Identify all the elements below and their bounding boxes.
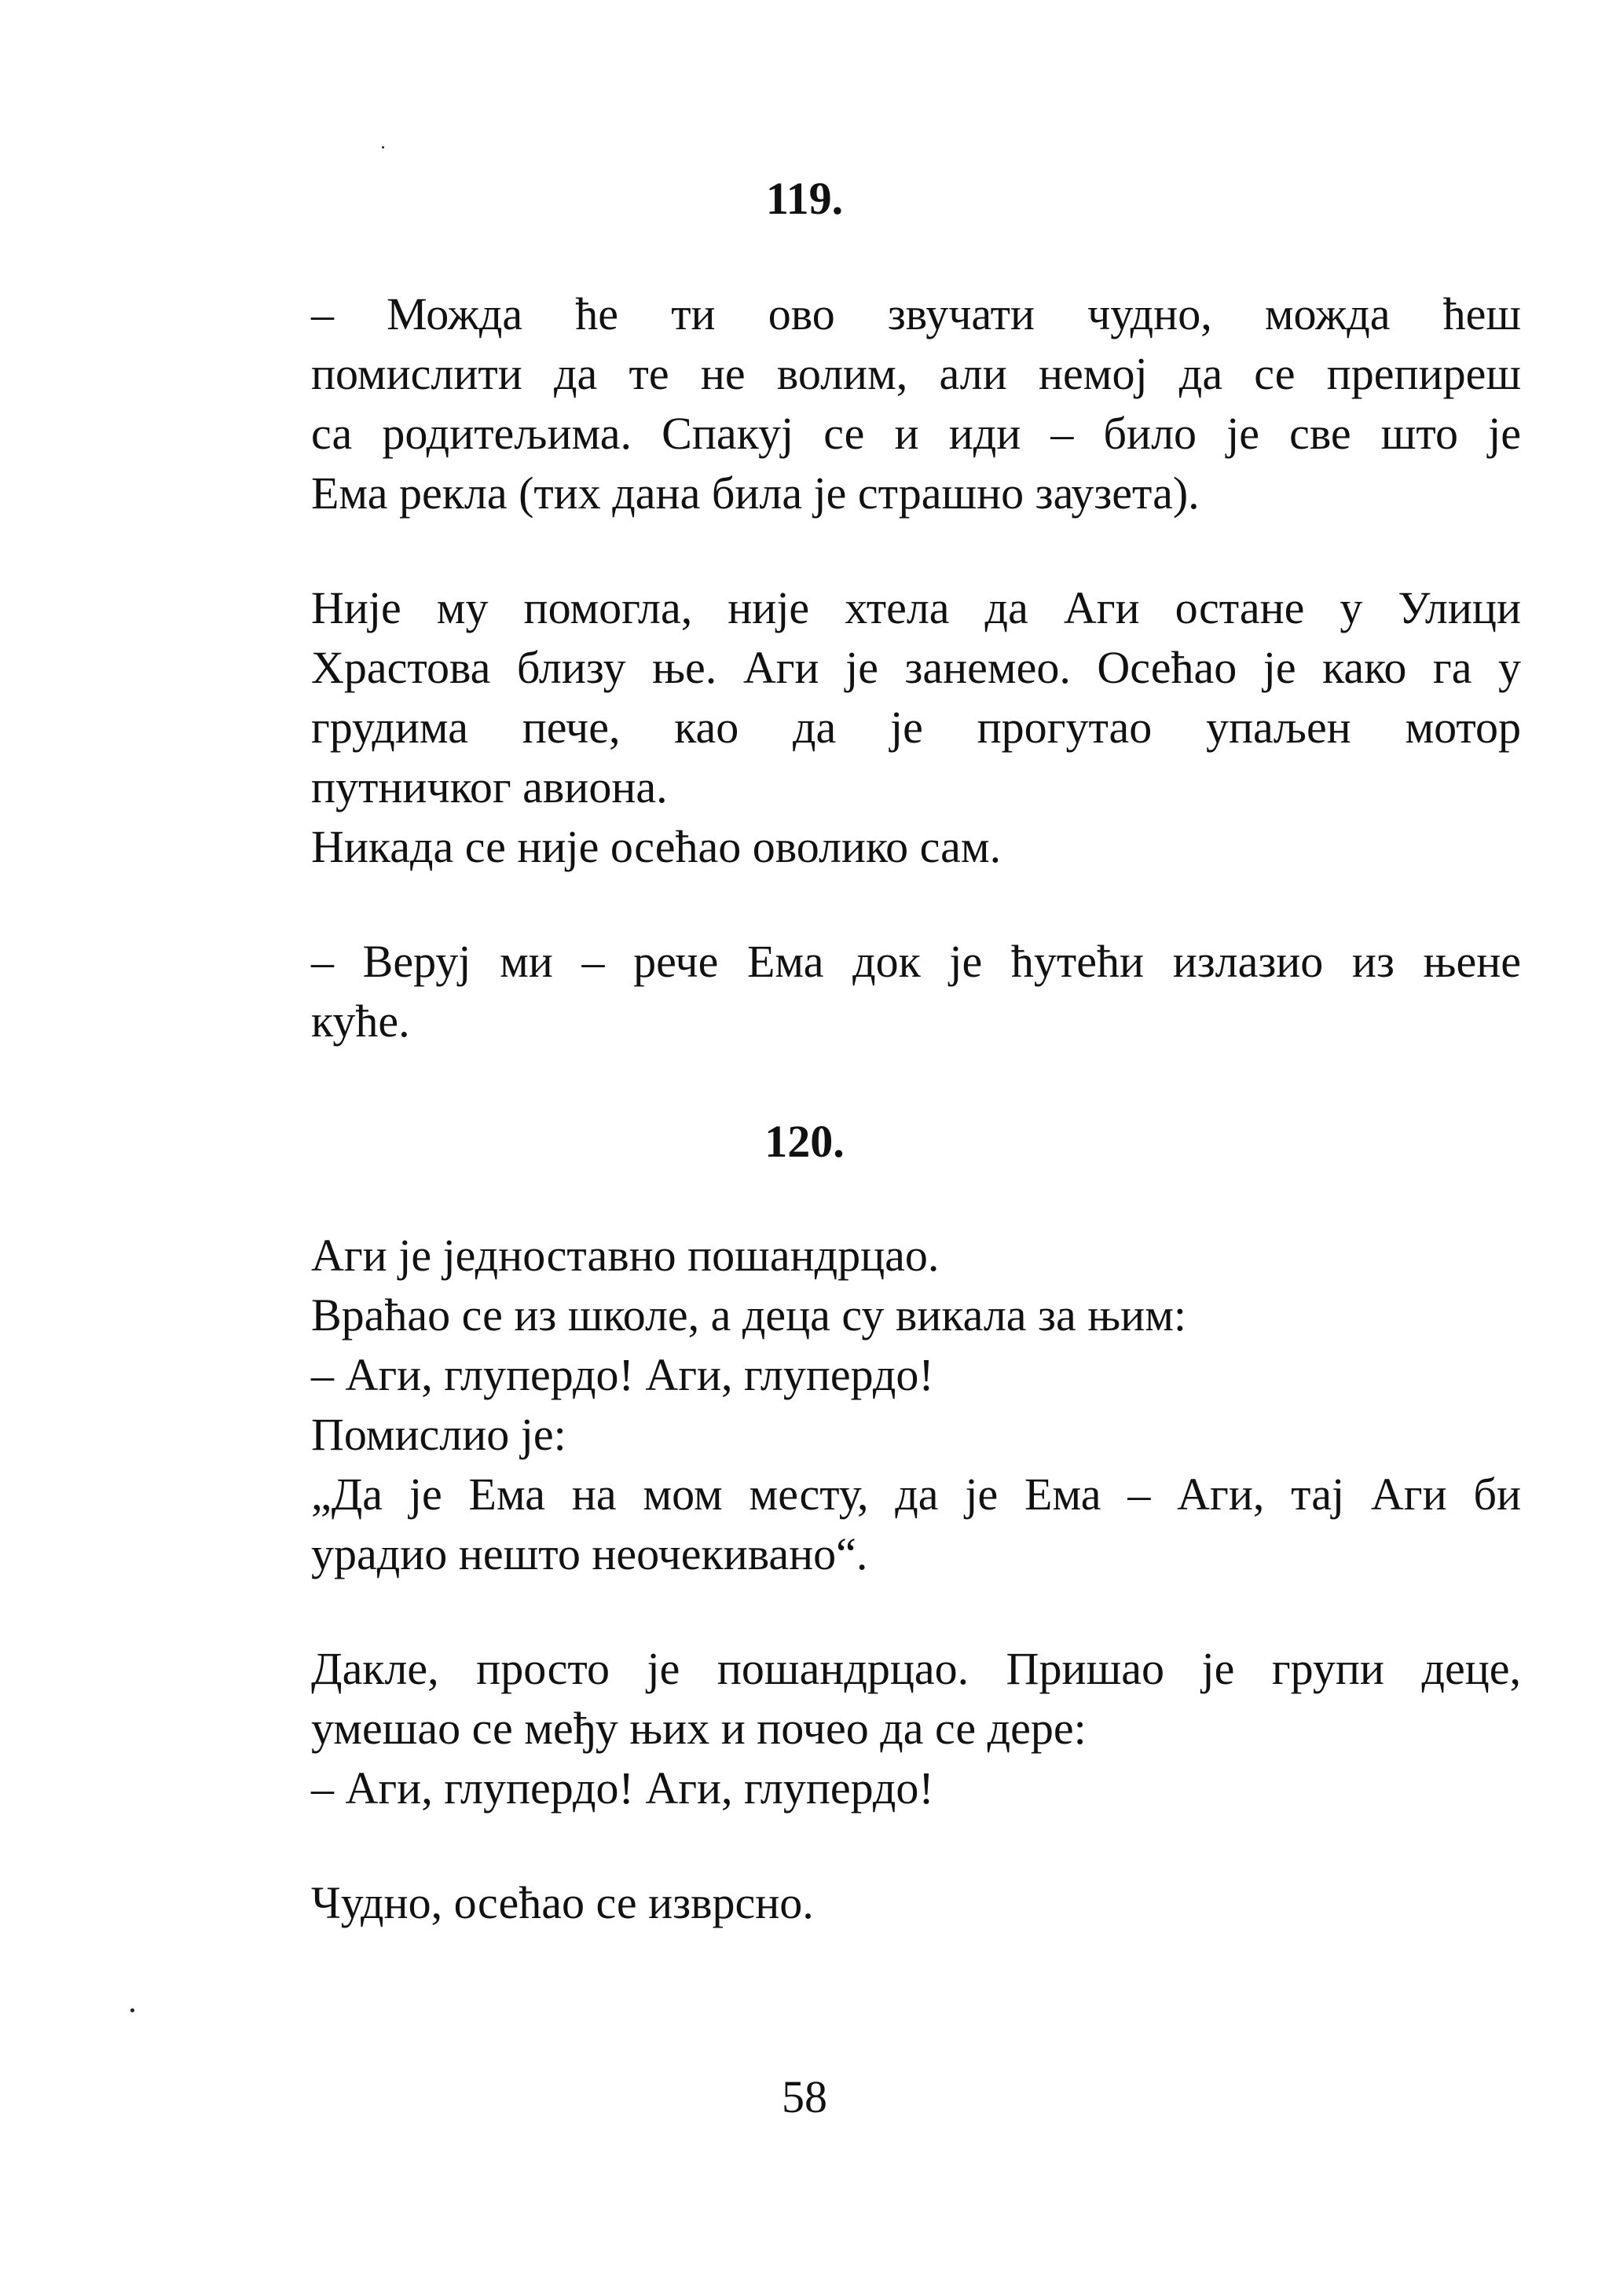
scan-speck	[382, 146, 384, 149]
text-line: Враћао се из школе, а деца су викала за њим:	[311, 1289, 1187, 1341]
paragraph	[311, 1873, 1521, 1933]
text-line: са родитељима. Спакуј се и иди – било је све што је	[311, 408, 1521, 459]
scan-speck	[130, 2008, 134, 2012]
text-line: Чудно, осећао се изврсно.	[311, 1877, 814, 1928]
text-line: урадио нешто неочекивано“.	[311, 1528, 868, 1579]
text-line: – Аги, глупердо! Аги, глупердо!	[311, 1762, 934, 1814]
chapter-number: 120.	[764, 1116, 845, 1167]
text-line: куће.	[311, 996, 410, 1047]
text-line: – Аги, глупердо! Аги, глупердо!	[311, 1349, 934, 1400]
text-line: умешао се међу њих и почео да се дере:	[311, 1703, 1087, 1754]
paragraph	[311, 932, 1521, 1051]
text-line: путничког авиона.	[311, 761, 668, 812]
text-line: Дакле, просто је пошандрцао. Пришао је групи деце,	[311, 1643, 1521, 1694]
paragraph	[311, 578, 1521, 877]
paragraph	[311, 1639, 1521, 1818]
text-line: – Можда ће ти ово звучати чудно, можда ћеш	[311, 288, 1521, 339]
page-number: 58	[782, 2071, 827, 2122]
paragraph	[311, 1226, 1521, 1584]
text-line: Храстова близу ње. Аги је занемео. Осећао је како га у	[311, 642, 1521, 693]
text-line: Аги је једноставно пошандрцао.	[311, 1230, 940, 1281]
text-line: Помислио је:	[311, 1409, 566, 1460]
text-line: грудима пече, као да је прогутао упаљен мотор	[311, 702, 1521, 753]
text-line: „Да је Ема на мом месту, да је Ема – Аги, тај Аги би	[311, 1469, 1521, 1520]
chapter-number: 119.	[765, 173, 844, 224]
paragraph	[311, 284, 1521, 523]
text-line: Никада се није осећао оволико сам.	[311, 821, 1002, 872]
text-line: Ема рекла (тих дана била је страшно заузета).	[311, 468, 1200, 519]
text-line: помислити да те не волим, али немој да се препиреш	[311, 348, 1521, 399]
text-line: – Веруј ми – рече Ема док је ћутећи излазио из њене	[311, 936, 1521, 987]
text-line: Није му помогла, није хтела да Аги остане у Улици	[311, 582, 1521, 633]
